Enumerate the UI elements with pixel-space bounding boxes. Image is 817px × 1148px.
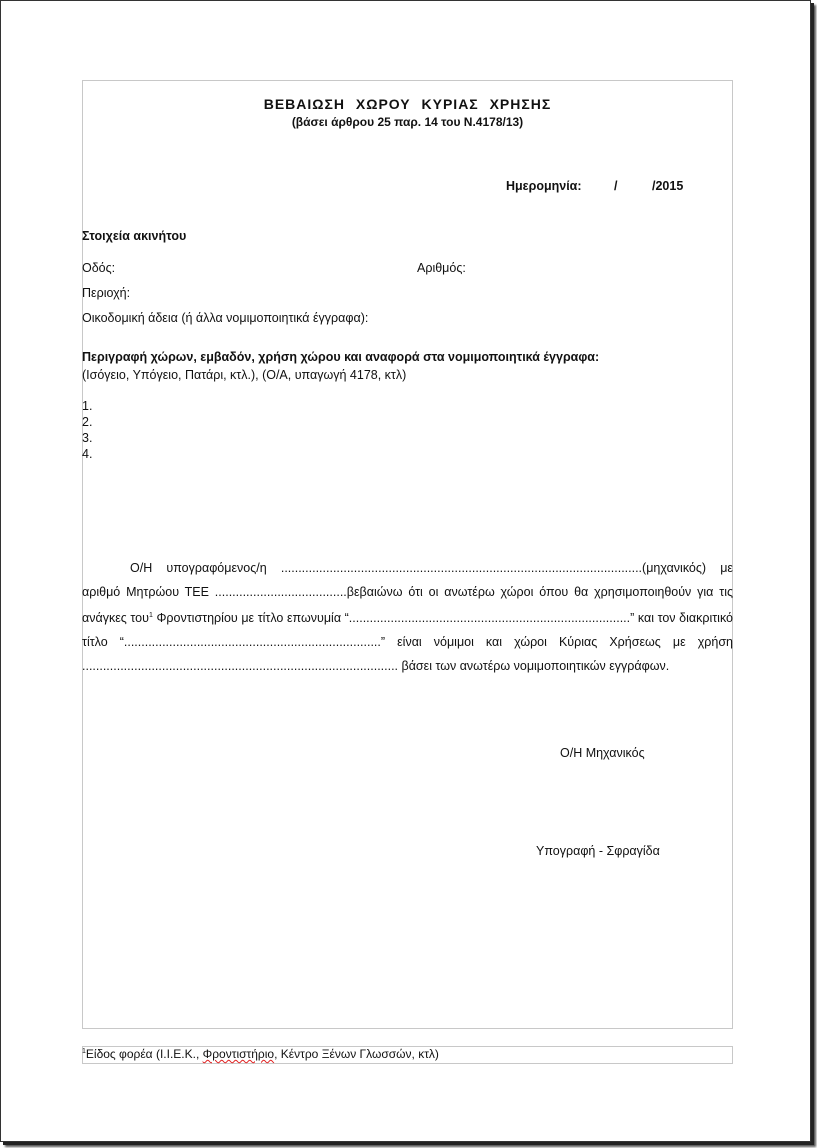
list-item: 4. <box>82 447 93 461</box>
footnote-text-pre: Είδος φορέα (Ι.Ι.Ε.Κ., <box>85 1047 203 1061</box>
list-item: 2. <box>82 415 93 429</box>
street-label: Οδός: <box>82 261 116 275</box>
paragraph-part-1: Ο/Η υπογραφόμενος/η ........................................................................................................(μηχανικός) με αριθμό Μητρώου ΤΕΕ ......................................βεβαιώνω ότι οι ανωτέρω χώροι όπου θα χρησιμοποιηθούν για τις ανάγκες του <box>82 561 733 625</box>
area-label: Περιοχή: <box>82 286 131 300</box>
date-line <box>506 179 683 193</box>
number-label: Αριθμός: <box>417 261 466 275</box>
certification-paragraph <box>82 556 733 678</box>
footnote <box>82 1047 439 1061</box>
signer-label: Ο/Η Μηχανικός <box>560 746 645 760</box>
document-title: ΒΕΒΑΙΩΣΗ ΧΩΡΟΥ ΚΥΡΙΑΣ ΧΡΗΣΗΣ <box>263 96 552 112</box>
section-property-heading: Στοιχεία ακινήτου <box>82 229 187 243</box>
permit-label: Οικοδομική άδεια (ή άλλα νομιμοποιητικά έγγραφα): <box>82 311 369 325</box>
footnote-reference: 1 <box>148 612 153 619</box>
document-subtitle: (βάσει άρθρου 25 παρ. 14 του Ν.4178/13) <box>291 115 524 129</box>
paragraph-part-2: Φροντιστηρίου με τίτλο επωνυμία “.................................................................................” και τον διακριτικό τίτλο “..........................................................................” είναι νόμιμοι και χώροι Κύριας Χρήσεως με χρήση ........................................................................................... βάσει των ανωτέρω νομιμοποιητικών εγγράφων. <box>82 611 733 673</box>
footnote-mark: 1 <box>82 1048 86 1055</box>
description-heading: Περιγραφή χώρων, εμβαδόν, χρήση χώρου και αναφορά στα νομιμοποιητικά έγγραφα: <box>82 350 600 364</box>
list-item: 1. <box>82 399 93 413</box>
footnote-text-post: , Κέντρο Ξένων Γλωσσών, κτλ) <box>274 1047 439 1061</box>
date-separator: / <box>614 179 618 193</box>
date-label: Ημερομηνία: <box>506 179 582 193</box>
list-item: 3. <box>82 431 93 445</box>
signature-label: Υπογραφή - Σφραγίδα <box>536 844 660 858</box>
description-hint: (Ισόγειο, Υπόγειο, Πατάρι, κτλ.), (Ο/Α, υπαγωγή 4178, κτλ) <box>82 368 407 382</box>
date-year: /2015 <box>652 179 684 193</box>
footnote-spellcheck-word: Φροντιστήριο <box>202 1047 275 1061</box>
text-area-frame <box>82 80 733 1029</box>
